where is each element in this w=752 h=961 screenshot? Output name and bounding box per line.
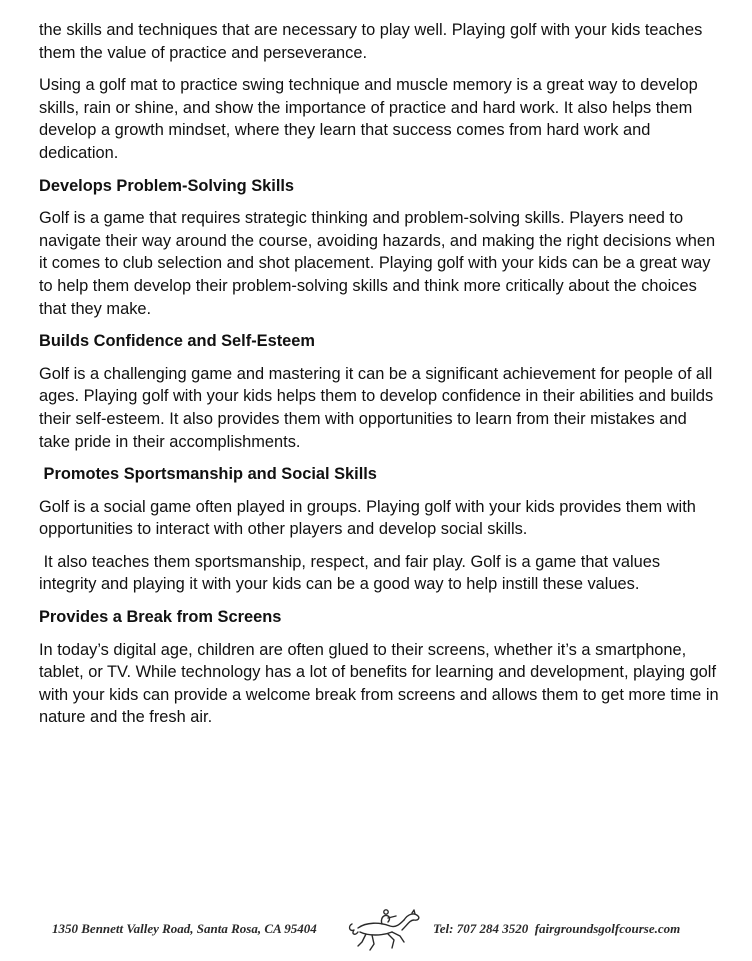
footer-contact: Tel: 707 284 3520 fairgroundsgolfcourse.com (433, 921, 681, 936)
paragraph: the skills and techniques that are necessary to play well. Playing golf with your kids teaches them the value of practice and perseverance. (39, 21, 703, 62)
paragraph: In today’s digital age, children are often glued to their screens, whether it’s a smartphone, tablet, or TV. While technology has a lot of benefits for learning and development, playing golf with your kids can provide a welcome break from screens and allows them to get more time in nature and the fresh air. (39, 640, 719, 727)
document-body (39, 19, 719, 739)
paragraph: Using a golf mat to practice swing technique and muscle memory is a great way to develop skills, rain or shine, and show the importance of practice and hard work. It also helps them develop a growth mindset, where they learn that success comes from hard work and dedication. (39, 76, 698, 162)
page-footer (52, 908, 712, 952)
horse-rider-logo-icon (346, 908, 426, 952)
section-heading: Promotes Sportsmanship and Social Skills (39, 465, 377, 484)
paragraph: Golf is a challenging game and mastering it can be a significant achievement for people of all ages. Playing golf with your kids helps them to develop confidence in their abilities and builds their self-esteem. It also provides them with opportunities to learn from their mistakes and take pride in their accomplishments. (39, 364, 714, 451)
section-heading: Provides a Break from Screens (39, 608, 282, 627)
section-heading: Builds Confidence and Self-Esteem (39, 332, 315, 351)
paragraph: Golf is a game that requires strategic thinking and problem-solving skills. Players need to navigate their way around the course, avoiding hazards, and making the right decisions when it comes to club selection and shot placement. Playing golf with your kids can be a great way to help them develop their problem-solving skills and think more critically about the choices that they make. (39, 209, 716, 318)
paragraph: Golf is a social game often played in groups. Playing golf with your kids provides them with opportunities to interact with other players and develop social skills. (39, 497, 696, 539)
paragraph: It also teaches them sportsmanship, respect, and fair play. Golf is a game that values integrity and playing it with your kids can be a good way to help instill these values. (39, 552, 665, 594)
section-heading: Develops Problem-Solving Skills (39, 176, 295, 195)
footer-address: 1350 Bennett Valley Road, Santa Rosa, CA 95404 (52, 921, 317, 936)
